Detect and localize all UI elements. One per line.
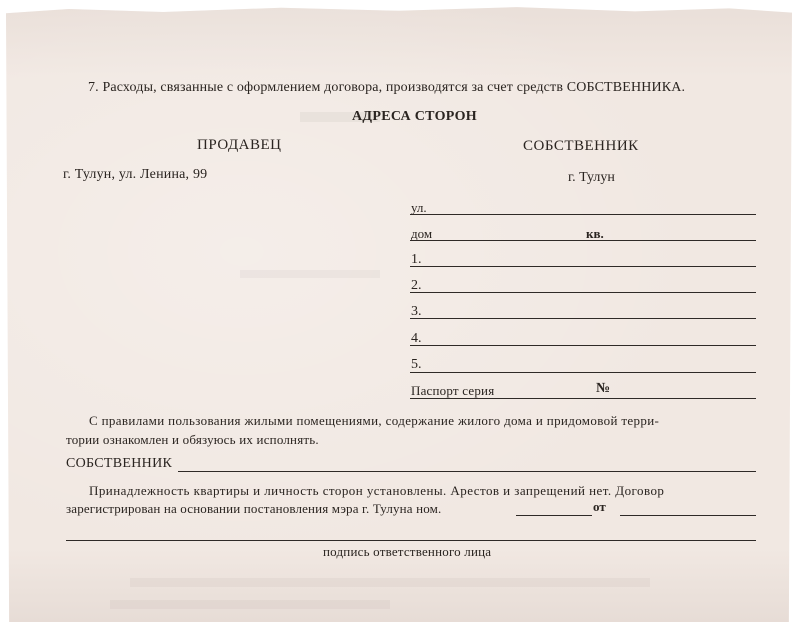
registration-number-line[interactable] xyxy=(516,515,592,516)
house-label: дом xyxy=(411,226,433,241)
rules-text-line-1: С правилами пользования жилыми помещениями, содержание жилого дома и придомовой терри- xyxy=(89,413,660,428)
owner-heading: СОБСТВЕННИК xyxy=(523,138,639,154)
show-through-text xyxy=(130,578,650,587)
clause-7-text: 7. Расходы, связанные с оформлением договора, производятся за счет средств СОБСТВЕННИКА. xyxy=(88,80,686,95)
addresses-heading: АДРЕСА СТОРОН xyxy=(352,109,477,124)
document-page xyxy=(6,4,792,622)
line-5-label: 5. xyxy=(411,357,422,372)
line-2-field[interactable] xyxy=(410,292,756,293)
passport-number-sign: № xyxy=(596,381,611,396)
verification-line-1: Принадлежность квартиры и личность сторон установлены. Арестов и запрещений нет. Договор xyxy=(89,483,665,498)
owner-signature-label: СОБСТВЕННИК xyxy=(66,456,173,471)
street-label: ул. xyxy=(411,200,427,215)
responsible-signature-line[interactable] xyxy=(66,540,756,541)
apartment-label: кв. xyxy=(586,226,604,241)
line-3-label: 3. xyxy=(411,304,422,319)
owner-signature-line[interactable] xyxy=(178,471,756,472)
rules-text-line-2: тории ознакомлен и обязуюсь их исполнять. xyxy=(66,432,319,447)
seller-address: г. Тулун, ул. Ленина, 99 xyxy=(63,167,208,182)
owner-city: г. Тулун xyxy=(568,170,615,185)
from-label: от xyxy=(593,499,606,514)
verification-line-2: зарегистрирован на основании постановления мэра г. Тулуна ном. xyxy=(66,501,442,516)
line-1-label: 1. xyxy=(411,252,422,267)
registration-date-line[interactable] xyxy=(620,515,756,516)
line-5-field[interactable] xyxy=(410,372,756,373)
line-3-field[interactable] xyxy=(410,318,756,319)
signature-caption: подпись ответственного лица xyxy=(323,544,492,559)
line-1-field[interactable] xyxy=(410,266,756,267)
show-through-text xyxy=(240,270,380,278)
street-field-line[interactable] xyxy=(410,214,756,215)
line-2-label: 2. xyxy=(411,278,422,293)
line-4-label: 4. xyxy=(411,331,422,346)
passport-field-line[interactable] xyxy=(410,398,756,399)
house-field-line[interactable] xyxy=(410,240,756,241)
show-through-text xyxy=(110,600,390,609)
passport-label: Паспорт серия xyxy=(411,383,495,398)
line-4-field[interactable] xyxy=(410,345,756,346)
seller-heading: ПРОДАВЕЦ xyxy=(197,137,282,153)
